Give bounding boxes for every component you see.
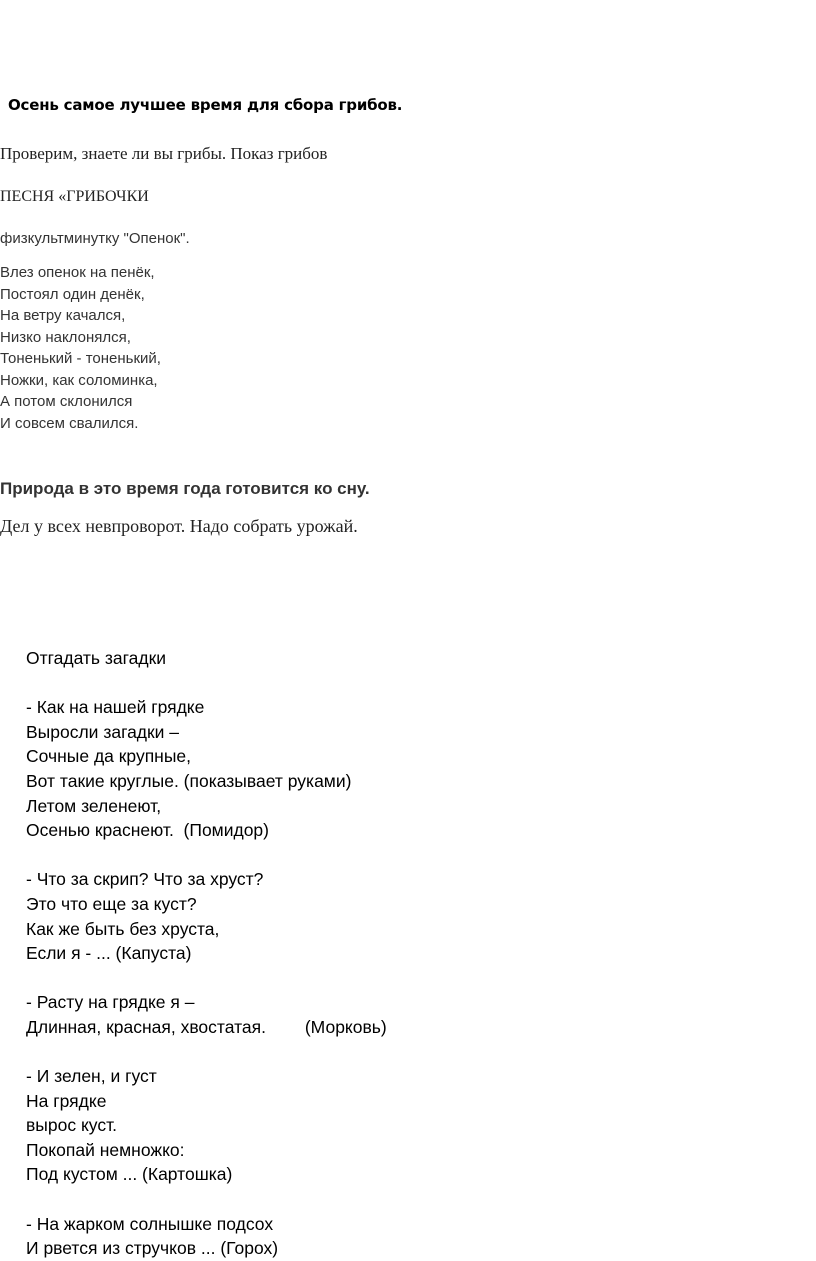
mushroom-poem bbox=[0, 262, 161, 434]
page-heading: Осень самое лучшее время для сбора грибов. bbox=[8, 96, 403, 114]
poem-line: Тоненький - тоненький, bbox=[0, 350, 161, 367]
riddle-line: На грядке bbox=[26, 1090, 107, 1111]
riddle-line: Как же быть без хруста, bbox=[26, 918, 220, 939]
poem-line: А потом склонился bbox=[0, 393, 133, 410]
song-title-line: ПЕСНЯ «ГРИБОЧКИ bbox=[0, 188, 149, 205]
riddle-line: - На жарком солнышке подсох bbox=[26, 1213, 274, 1234]
riddle-line: Осенью краснеют. (Помидор) bbox=[26, 820, 269, 841]
riddles-section bbox=[26, 646, 387, 1261]
riddle-line bbox=[26, 843, 387, 868]
riddle-line: - Как на нашей грядке bbox=[26, 697, 205, 718]
riddle-line: Сочные да крупные, bbox=[26, 746, 192, 767]
riddle-line: Это что еще за куст? bbox=[26, 893, 197, 914]
riddle-line: вырос куст. bbox=[26, 1115, 118, 1136]
poem-line: И совсем свалился. bbox=[0, 414, 139, 432]
poem-line: Ножки, как соломинка, bbox=[0, 371, 158, 389]
riddle-line: - И зелен, и густ bbox=[26, 1066, 157, 1087]
riddle-line: - Что за скрип? Что за хруст? bbox=[26, 869, 264, 890]
riddle-line bbox=[26, 671, 387, 696]
riddles-title: Отгадать загадки bbox=[26, 648, 167, 668]
riddle-line: Выросли загадки – bbox=[26, 721, 180, 742]
riddle-line: - Расту на грядке я – bbox=[26, 992, 195, 1013]
poem-line: Низко наклонялся, bbox=[0, 328, 131, 346]
poem-line: На ветру качался, bbox=[0, 307, 126, 324]
riddle-line bbox=[26, 1040, 387, 1065]
riddle-line: И рвется из стручков ... (Горох) bbox=[26, 1238, 279, 1259]
riddle-line bbox=[26, 966, 387, 991]
riddle-line: Покопай немножко: bbox=[26, 1139, 185, 1160]
poem-line: Влез опенок на пенёк, bbox=[0, 264, 155, 281]
poem-line: Постоял один денёк, bbox=[0, 285, 145, 303]
harvest-line: Дел у всех невпроворот. Надо собрать урожай. bbox=[0, 516, 358, 536]
riddle-line: Если я - ... (Капуста) bbox=[26, 943, 192, 964]
riddle-line: Под кустом ... (Картошка) bbox=[26, 1164, 233, 1185]
riddle-line bbox=[26, 1187, 387, 1212]
riddle-line: Летом зеленеют, bbox=[26, 795, 162, 816]
riddle-line: Длинная, красная, хвостатая. (Морковь) bbox=[26, 1016, 387, 1037]
fizkultminutka-line: физкультминутку "Опенок". bbox=[0, 230, 190, 247]
riddle-line: Вот такие круглые. (показывает руками) bbox=[26, 770, 352, 791]
check-mushrooms-line: Проверим, знаете ли вы грибы. Показ грибов bbox=[0, 144, 328, 163]
nature-heading: Природа в это время года готовится ко сну. bbox=[0, 479, 370, 498]
